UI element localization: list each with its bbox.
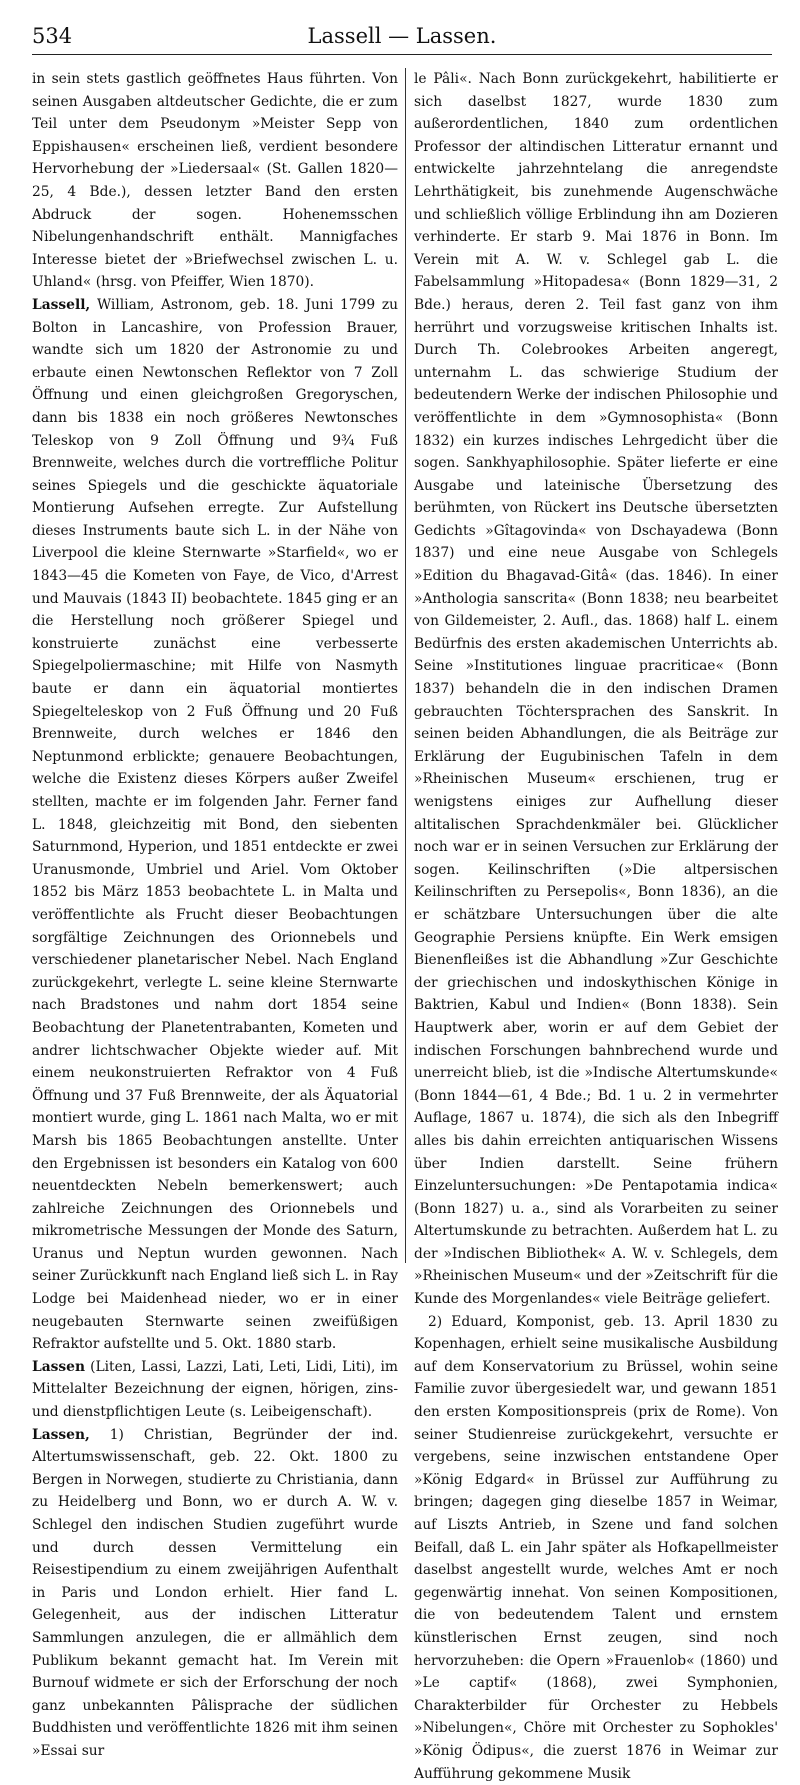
entry-lassell	[32, 294, 398, 1356]
entry-lassen-liten	[32, 1356, 398, 1424]
entry-headword: Lassen,	[32, 1426, 90, 1443]
entry-headword: Lassen	[32, 1358, 85, 1375]
running-title: Lassell — Lassen.	[307, 24, 497, 48]
column-divider	[405, 68, 406, 1263]
page-header	[32, 22, 772, 55]
entry-headword: Lassell,	[32, 296, 91, 313]
entry-text: William, Astronom, geb. 18. Juni 1799 zu Bolton in Lancashire, von Profession Brauer, wandte sich um 1820 der Astronomie zu und erbaute einen Newtonschen Reflektor von 7 Zoll Öffnung und einen gleichgroßen Gregoryschen, dann bis 1838 ein noch größeres Newtonsches Teleskop von 9 Zoll Öffnung und 9¾ Fuß Brennweite, welches durch die vortreffliche Politur seines Spiegels und die geschickte äquatoriale Montierung Aufsehen erregte. Zur Aufstellung dieses Instruments baute sich L. in der Nähe von Liverpool die kleine Sternwarte »Starfield«, wo er 1843—45 die Kometen von Faye, de Vico, d'Arrest und Mauvais (1843 II) beobachtete. 1845 ging er an die Herstellung noch größerer Spiegel und konstruierte zunächst eine verbesserte Spiegelpoliermaschine; mit Hilfe von Nasmyth baute er dann ein äquatorial montiertes Spiegelteleskop von 2 Fuß Öffnung und 20 Fuß Brennweite, durch welches er 1846 den Neptunmond erblickte; genauere Beobachtungen, welche die Existenz dieses Körpers außer Zweifel stellten, machte er im folgenden Jahr. Ferner fand L. 1848, gleichzeitig mit Bond, den siebenten Saturnmond, Hyperion, und 1851 entdeckte er zwei Uranusmonde, Umbriel und Ariel. Vom Oktober 1852 bis März 1853 beobachtete L. in Malta und veröffentlichte als Frucht dieser Beobachtungen sorgfältige Zeichnungen des Orionnebels und verschiedener planetarischer Nebel. Nach England zurückgekehrt, verlegte L. seine kleine Sternwarte nach Bradstones und nahm dort 1854 seine Beobachtung der Planetentrabanten, Kometen und andrer lichtschwacher Objekte wieder auf. Mit einem neukonstruierten Refraktor von 4 Fuß Öffnung und 37 Fuß Brennweite, der als Äquatorial montiert wurde, ging L. 1861 nach Malta, wo er mit Marsh bis 1865 Beobachtungen anstellte. Unter den Ergebnissen ist besonders ein Katalog von 600 neuentdeckten Nebeln bemerkenswert; auch zahlreiche Zeichnungen des Orionnebels und mikrometrische Messungen der Monde des Saturn, Uranus und Neptun wurden gewonnen. Nach seiner Zurückkunft nach England ließ sich L. in Ray Lodge bei Maidenhead nieder, wo er in einer neugebauten Sternwarte seinen zweifüßigen Refraktor aufstellte und 5. Okt. 1880 starb.	[32, 296, 398, 1353]
page-number: 534	[32, 24, 73, 48]
paragraph-continuation: le Pâli«. Nach Bonn zurückgekehrt, habilitierte er sich daselbst 1827, wurde 1830 zum außerordentlichen, 1840 zum ordentlichen Professor der altindischen Litteratur ernannt und entwickelte jahrzehntelang die anregendste Lehrthätigkeit, bis zunehmende Augenschwäche und schließlich völlige Erblindung ihn am Dozieren verhinderte. Er starb 9. Mai 1876 in Bonn. Im Verein mit A. W. v. Schlegel gab L. die Fabelsammlung »Hitopadesa« (Bonn 1829—31, 2 Bde.) heraus, deren 2. Teil fast ganz von ihm herrührt und vorzugsweise kritischen Inhalts ist. Durch Th. Colebrookes Arbeiten angeregt, unternahm L. das schwierige Studium der bedeutendern Werke der indischen Philosophie und veröffentlichte in dem »Gymnosophista« (Bonn 1832) ein kurzes indisches Lehrgedicht über die sogen. Sankhyaphilosophie. Später lieferte er eine Ausgabe und lateinische Übersetzung des berühmten, von Rückert ins Deutsche übersetzten Gedichts »Gîtagovinda« von Dschayadewa (Bonn 1837) und eine neue Ausgabe von Schlegels »Edition du Bhagavad-Gitâ« (das. 1846). In einer »Anthologia sanscrita« (Bonn 1838; neu bearbeitet von Gildemeister, 2. Aufl., das. 1868) half L. einem Bedürfnis des ersten akademischen Unterrichts ab. Seine »Institutiones linguae pracriticae« (Bonn 1837) behandeln die in den indischen Dramen gebrauchten Töchtersprachen des Sanskrit. In seinen beiden Abhandlungen, die als Beiträge zur Erklärung der Eugubinischen Tafeln in dem »Rheinischen Museum« erschienen, trug er wenigstens einiges zur Aufhellung dieser altitalischen Sprachdenkmäler bei. Glücklicher noch war er in seinen Versuchen zur Erklärung der sogen. Keilinschriften (»Die altpersischen Keilinschriften zu Persepolis«, Bonn 1836), an die er schätzbare Untersuchungen über die alte Geographie Persiens knüpfte. Ein Werk emsigen Bienenfleißes ist die Abhandlung »Zur Geschichte der griechischen und indoskythischen Könige in Baktrien, Kabul und Indien« (Bonn 1838). Sein Hauptwerk aber, worin er auf dem Gebiet der indischen Forschungen bahnbrechend wurde und unerreicht blieb, ist die »Indische Altertumskunde« (Bonn 1844—61, 4 Bde.; Bd. 1 u. 2 in vermehrter Auflage, 1867 u. 1874), die sich als den Inbegriff alles bis dahin erreichten antiquarischen Wissens über Indien darstellt. Seine frühern Einzeluntersuchungen: »De Pentapotamia indica« (Bonn 1827) u. a., sind als Vorarbeiten zu seiner Altertumskunde zu betrachten. Außerdem hat L. zu der »Indischen Bibliothek« A. W. v. Schlegels, dem »Rheinischen Museum« und der »Zeitschrift für die Kunde des Morgenlandes« viele Beiträge geliefert.	[414, 71, 778, 1308]
entry-text: (Liten, Lassi, Lazzi, Lati, Leti, Lidi, Liti), im Mittelalter Bezeichnung der eignen, hörigen, zins- und dienstpflichtigen Leute (s. Leibeigenschaft).	[32, 1358, 398, 1421]
entry-text: 1) Christian, Begründer der ind. Altertumswissenschaft, geb. 22. Okt. 1800 zu Bergen in Norwegen, studierte zu Christiania, dann zu Heidelberg und Bonn, wo er durch A. W. v. Schlegel den indischen Studien zugeführt wurde und durch dessen Vermittelung ein Reisestipendium zu einem zweijährigen Aufenthalt in Paris und London erhielt. Hier fand L. Gelegenheit, aus der indischen Litteratur Sammlungen anzulegen, die er allmählich dem Publikum bekannt gemacht hat. Im Verein mit Burnouf widmete er sich der Erforschung der noch ganz unbekannten Pâlisprache der südlichen Buddhisten und veröffentlichte 1826 mit ihm seinen »Essai sur	[32, 1426, 398, 1759]
right-column	[414, 68, 778, 1782]
paragraph-continuation: in sein stets gastlich geöffnetes Haus führten. Von seinen Ausgaben altdeutscher Gedichte, die er zum Teil unter dem Pseudonym »Meister Sepp von Eppishausen« erscheinen ließ, verdient besondere Hervorhebung der »Liedersaal« (St. Gallen 1820—25, 4 Bde.), dessen letzter Band den ersten Abdruck der sogen. Hohenemsschen Nibelungenhandschrift enthält. Mannigfaches Interesse bietet der »Briefwechsel zwischen L. u. Uhland« (hrsg. von Pfeiffer, Wien 1870).	[32, 71, 398, 291]
entry-lassen-christian	[32, 1424, 398, 1763]
left-column	[32, 68, 398, 1759]
entry-lassen-eduard: 2) Eduard, Komponist, geb. 13. April 1830 zu Kopenhagen, erhielt seine musikalische Ausbildung auf dem Konservatorium zu Brüssel, wohin seine Familie zuvor übergesiedelt war, und gewann 1851 den ersten Kompositionspreis (prix de Rome). Von seiner Studienreise zurückgekehrt, versuchte er vergebens, seine inzwischen entstandene Oper »König Edgard« in Brüssel zur Aufführung zu bringen; dagegen ging dieselbe 1857 in Weimar, auf Liszts Antrieb, in Szene und fand solchen Beifall, daß L. ein Jahr später als Hofkapellmeister daselbst angestellt wurde, welches Amt er noch gegenwärtig innehat. Von seinen Kompositionen, die von bedeutendem Talent und ernstem künstlerischen Ernst zeugen, sind noch hervorzuheben: die Opern »Frauenlob« (1860) und »Le captif« (1868), zwei Symphonien, Charakterbilder für Orchester zu Hebbels »Nibelungen«, Chöre mit Orchester zu Sophokles' »König Ödipus«, die zuerst 1876 in Weimar zur Aufführung gekommene Musik	[414, 1313, 778, 1782]
